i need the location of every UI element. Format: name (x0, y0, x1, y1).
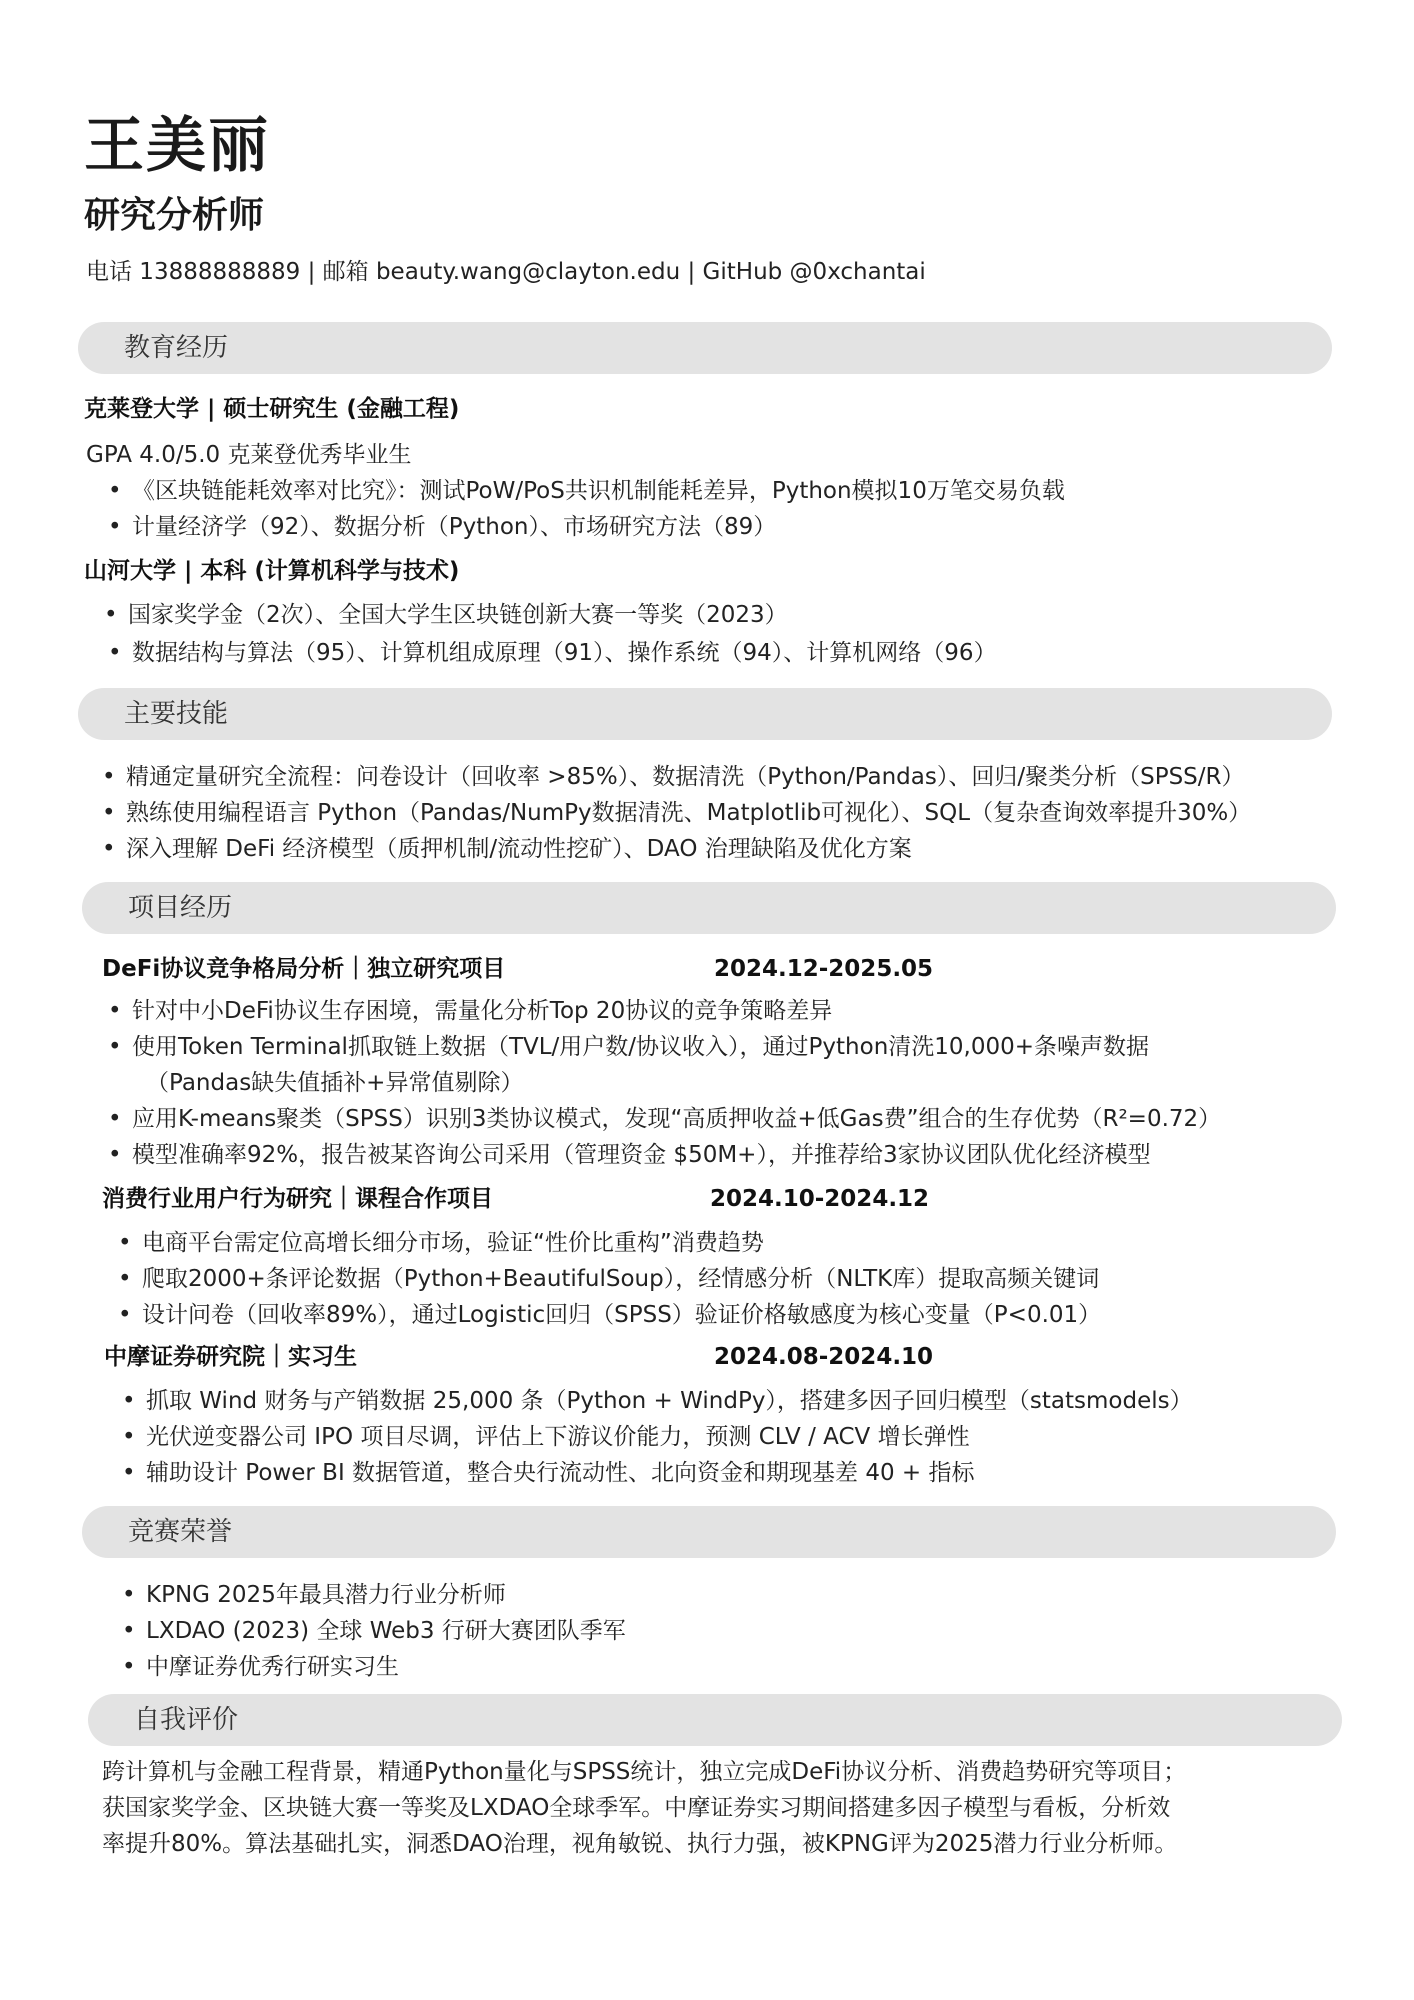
project-title: DeFi协议竞争格局分析｜独立研究项目 (102, 956, 506, 982)
list-item: • 爬取2000+条评论数据（Python+BeautifulSoup），经情感分析（NLTK库）提取高频关键词 (142, 1262, 1099, 1296)
resume-role: 研究分析师 (84, 195, 265, 236)
project-title: 中摩证券研究院｜实习生 (104, 1344, 357, 1370)
list-item: • 设计问卷（回收率89%），通过Logistic回归（SPSS）验证价格敏感度为核心变量（P<0.01） (142, 1298, 1101, 1332)
list-item: • 熟练使用编程语言 Python（Pandas/NumPy数据清洗、Matplotlib可视化）、SQL（复杂查询效率提升30%） (126, 796, 1251, 830)
list-item: • 抓取 Wind 财务与产销数据 25,000 条（Python + WindPy），搭建多因子回归模型（statsmodels） (146, 1384, 1193, 1418)
section-title: 项目经历 (128, 893, 233, 923)
list-item: • 精通定量研究全流程：问卷设计（回收率 >85%）、数据清洗（Python/Pandas）、回归/聚类分析（SPSS/R） (126, 760, 1245, 794)
list-item: • 国家奖学金（2次）、全国大学生区块链创新大赛一等奖（2023） (128, 598, 788, 632)
section-awards-header (82, 1506, 1336, 1558)
list-item: • 中摩证券优秀行研实习生 (146, 1650, 399, 1684)
self-eval-line: 跨计算机与金融工程背景，精通Python量化与SPSS统计，独立完成DeFi协议分析、消费趋势研究等项目； (102, 1759, 1187, 1785)
list-item: • 计量经济学（92）、数据分析（Python）、市场研究方法（89） (132, 510, 776, 544)
school-title: 克莱登大学 | 硕士研究生 (金融工程) (84, 396, 460, 422)
list-item: • 使用Token Terminal抓取链上数据（TVL/用户数/协议收入），通过Python清洗10,000+条噪声数据 (132, 1030, 1149, 1064)
self-eval-line: 获国家奖学金、区块链大赛一等奖及LXDAO全球季军。中摩证券实习期间搭建多因子模型与看板，分析效 (102, 1795, 1171, 1821)
section-title: 自我评价 (134, 1705, 239, 1735)
list-item: • 《区块链能耗效率对比究》：测试PoW/PoS共识机制能耗差异，Python模拟10万笔交易负载 (132, 474, 1065, 508)
section-title: 主要技能 (124, 699, 229, 729)
section-skills-header (78, 688, 1332, 740)
school-title: 山河大学 | 本科 (计算机科学与技术) (84, 558, 460, 584)
project-date: 2024.12-2025.05 (714, 956, 934, 982)
list-item: • 光伏逆变器公司 IPO 项目尽调，评估上下游议价能力，预测 CLV / ACV 增长弹性 (146, 1420, 970, 1454)
list-item: • 深入理解 DeFi 经济模型（质押机制/流动性挖矿）、DAO 治理缺陷及优化方案 (126, 832, 912, 866)
list-item: • LXDAO (2023) 全球 Web3 行研大赛团队季军 (146, 1614, 626, 1648)
list-item-continuation: （Pandas缺失值插补+异常值剔除） (146, 1070, 524, 1096)
resume-name: 王美丽 (84, 111, 270, 181)
project-date: 2024.08-2024.10 (714, 1344, 934, 1370)
contact-info: 电话 13888888889 | 邮箱 beauty.wang@clayton.edu | GitHub @0xchantai (86, 259, 926, 285)
list-item: • 辅助设计 Power BI 数据管道，整合央行流动性、北向资金和期现基差 40 + 指标 (146, 1456, 975, 1490)
list-item: • 应用K-means聚类（SPSS）识别3类协议模式，发现“高质押收益+低Gas费”组合的生存优势（R²=0.72） (132, 1102, 1221, 1136)
section-title: 竞赛荣誉 (128, 1517, 233, 1547)
section-title: 教育经历 (124, 333, 229, 363)
section-education-header (78, 322, 1332, 374)
project-date: 2024.10-2024.12 (710, 1186, 930, 1212)
gpa-line: GPA 4.0/5.0 克莱登优秀毕业生 (86, 442, 412, 468)
list-item: • 电商平台需定位高增长细分市场，验证“性价比重构”消费趋势 (142, 1226, 764, 1260)
list-item: • 针对中小DeFi协议生存困境，需量化分析Top 20协议的竞争策略差异 (132, 994, 832, 1028)
list-item: • KPNG 2025年最具潜力行业分析师 (146, 1578, 506, 1612)
self-evaluation (102, 1754, 1338, 1862)
section-self-header (88, 1694, 1342, 1746)
self-eval-line: 率提升80%。算法基础扎实，洞悉DAO治理，视角敏锐、执行力强，被KPNG评为2025潜力行业分析师。 (102, 1831, 1178, 1857)
project-title: 消费行业用户行为研究｜课程合作项目 (102, 1186, 493, 1212)
section-projects-header (82, 882, 1336, 934)
list-item: • 数据结构与算法（95）、计算机组成原理（91）、操作系统（94）、计算机网络（96） (132, 636, 997, 670)
list-item: • 模型准确率92%，报告被某咨询公司采用（管理资金 $50M+），并推荐给3家协议团队优化经济模型 (132, 1138, 1151, 1172)
